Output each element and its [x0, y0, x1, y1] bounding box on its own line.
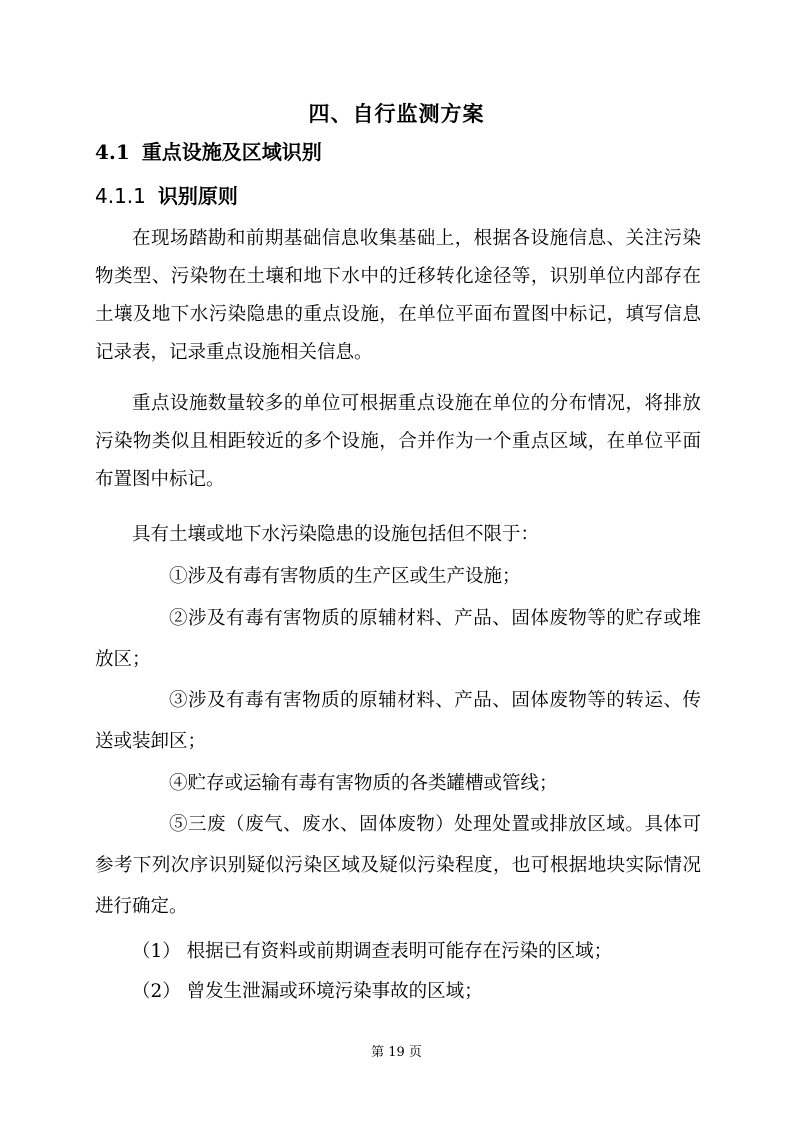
numbered-criterion: （1） 根据已有资料或前期调查表明可能存在污染的区域；: [132, 941, 613, 962]
subsection-heading: [95, 180, 238, 209]
numbered-criterion: （2） 曾发生泄漏或环境污染事故的区域；: [132, 981, 483, 1002]
page-number: 第 19 页: [371, 1045, 422, 1060]
paragraph: 在现场踏勘和前期基础信息收集基础上，根据各设施信息、关注污染物类型、污染物在土壤和地下水中的迁移转化途径等，识别单位内部存在土壤及地下水污染隐患的重点设施，在单位平面布置图中标记，填写信息记录表，记录重点设施相关信息。: [95, 228, 701, 363]
section-number: 4.1: [95, 140, 130, 164]
section-heading: [95, 136, 322, 165]
list-item: ⑤三废（废气、废水、固体废物）处理处置或排放区域。具体可参考下列次序识别疑似污染区域及疑似污染程度，也可根据地块实际情况进行确定。: [95, 814, 701, 917]
section-title: 重点设施及区域识别: [141, 140, 322, 164]
list-item: ①涉及有毒有害物质的生产区或生产设施；: [169, 566, 521, 587]
chapter-title: 四、自行监测方案: [308, 102, 485, 126]
subsection-title: 识别原则: [157, 184, 238, 208]
list-item: ④贮存或运输有毒有害物质的各类罐槽或管线；: [169, 773, 558, 794]
paragraph: 具有土壤或地下水污染隐患的设施包括但不限于：: [132, 524, 540, 545]
list-item: ③涉及有毒有害物质的原辅材料、产品、固体废物等的转运、传送或装卸区；: [95, 690, 701, 752]
subsection-number: 4.1.1: [95, 184, 146, 208]
list-item: ②涉及有毒有害物质的原辅材料、产品、固体废物等的贮存或堆放区；: [95, 608, 701, 670]
paragraph: 重点设施数量较多的单位可根据重点设施在单位的分布情况，将排放污染物类似且相距较近的多个设施，合并作为一个重点区域，在单位平面布置图中标记。: [95, 393, 701, 490]
